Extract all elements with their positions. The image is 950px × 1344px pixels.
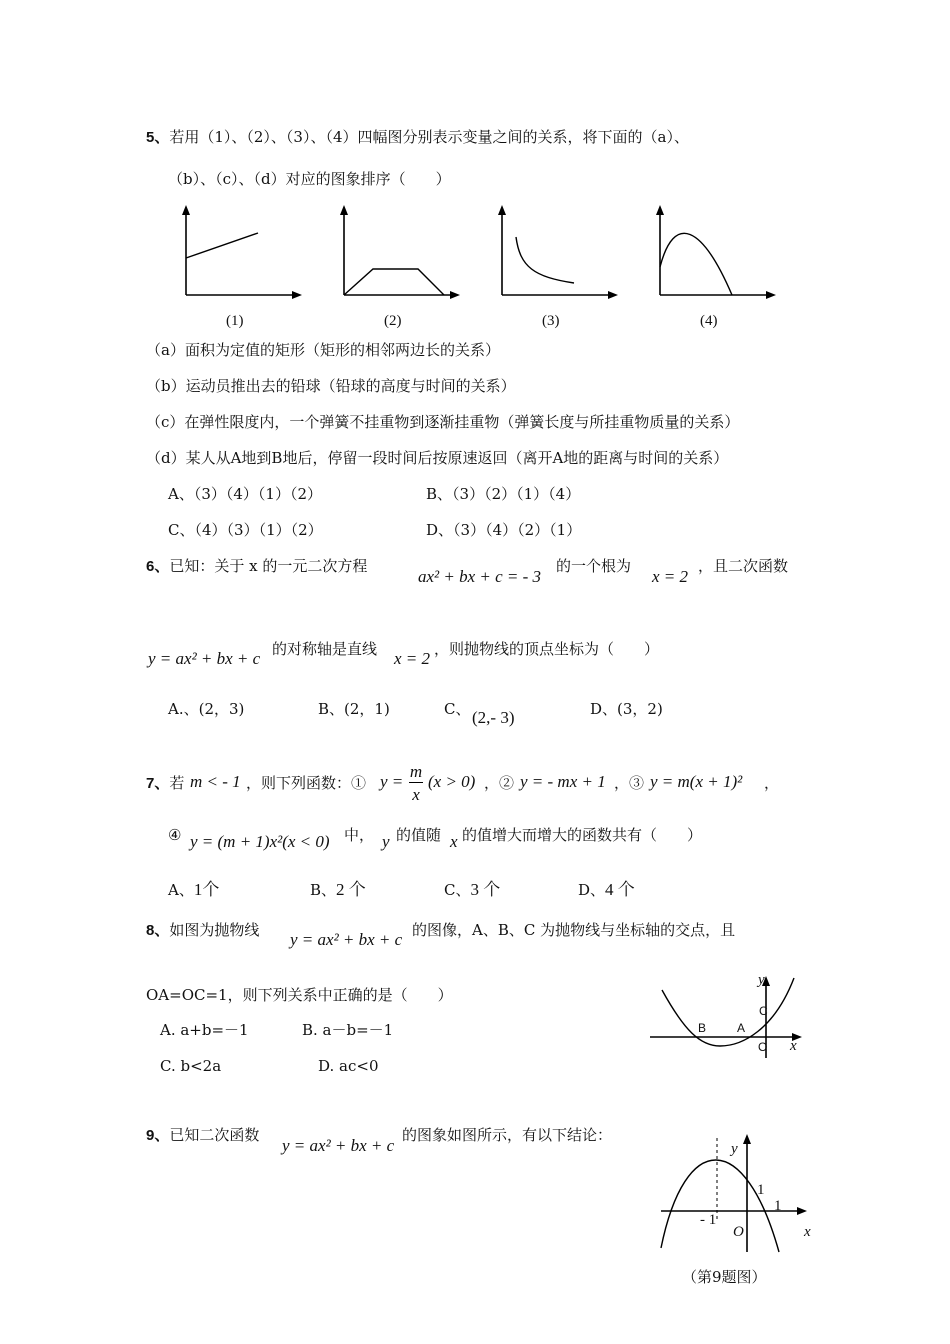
q6-function: y = ax² + bx + c (148, 649, 261, 668)
q7-option-b-value: 2 个 (336, 880, 366, 899)
q7-text3: ，② (484, 774, 515, 792)
q6-axis-line: x = 2 (394, 649, 431, 668)
q6-text1: 已知：关于 x 的一元二次方程 (169, 557, 368, 575)
q7-x-var: x (450, 832, 458, 851)
q7-option-b-label: B、 (310, 881, 337, 899)
q5-graph-label-2: (2) (384, 313, 402, 329)
q8-graph-point-a: A (737, 1021, 746, 1035)
q5-item-b: （b）运动员推出去的铅球（铅球的高度与时间的关系） (146, 377, 516, 395)
q8-graph-x-label: x (790, 1038, 797, 1054)
q8-graph-point-b: B (698, 1021, 707, 1035)
q5-option-c[interactable]: C、（4）（3）（1）（2） (168, 521, 323, 539)
q7-option-d-value: 4 个 (605, 880, 635, 899)
q9-graph-x-one: 1 (774, 1198, 782, 1214)
q9-graph-x-label: x (804, 1224, 811, 1240)
q7-option-a-value: 1个 (193, 880, 220, 899)
q8-option-a[interactable]: A. a+b=－1 (160, 1021, 249, 1039)
q7-option-a-label: A、 (168, 881, 194, 899)
q7-text2: ，则下列函数：① (246, 774, 367, 792)
q6-text5: ，则抛物线的顶点坐标为（ ） (434, 640, 660, 658)
q6-option-b[interactable]: B、(2，1) (318, 700, 390, 718)
q5-line1 (146, 128, 689, 147)
q6-option-c[interactable] (444, 700, 470, 718)
q8-text1: 如图为抛物线 (169, 921, 260, 939)
q7-f2: y = - mx + 1 (520, 772, 606, 791)
q7-option-c-value: 3 个 (470, 880, 501, 899)
q8-graph-origin: O (758, 1040, 768, 1054)
q7-option-c[interactable] (444, 881, 500, 899)
q8-option-d[interactable]: D. ac<0 (318, 1057, 379, 1075)
q6-number: 6、 (146, 558, 170, 575)
q7-option-b[interactable] (310, 881, 366, 899)
q7-text5: ， (764, 774, 780, 792)
q6-option-c-label: C、 (444, 700, 471, 718)
q5-option-d[interactable]: D、（3）（4）（2）（1） (426, 521, 582, 539)
q5-graph-3 (494, 205, 624, 305)
q9-number: 9、 (146, 1127, 170, 1144)
q9-graph-y-one: 1 (757, 1182, 765, 1198)
q9-text2: 的图象如图所示，有以下结论： (402, 1126, 613, 1144)
q7-text6: 中， (344, 826, 375, 844)
q9-text1: 已知二次函数 (169, 1126, 260, 1144)
q8-option-c[interactable]: C. b<2a (160, 1057, 222, 1075)
q7-f1-lhs: y = (380, 772, 404, 791)
q6-option-d[interactable]: D、(3，2) (590, 700, 663, 718)
q8-function: y = ax² + bx + c (290, 930, 403, 949)
q9-function: y = ax² + bx + c (282, 1136, 395, 1155)
q5-graph-label-4: (4) (700, 313, 718, 329)
q6-option-c-value: (2,- 3) (472, 708, 515, 727)
q9-graph-neg-one: - 1 (700, 1212, 717, 1228)
q5-line2: （b）、（c）、（d）对应的图象排序（ ） (168, 170, 451, 188)
q5-option-a[interactable]: A、（3）（4）（1）（2） (168, 485, 323, 503)
q5-graph-1 (178, 205, 308, 305)
q5-graph-label-3: (3) (542, 313, 560, 329)
q5-option-b[interactable]: B、（3）（2）（1）（4） (426, 485, 581, 503)
q6-option-a[interactable]: A.、(2，3) (168, 700, 245, 718)
q7-lead (146, 774, 184, 793)
q5-stem-1: 若用（1）、（2）、（3）、（4）四幅图分别表示变量之间的关系，将下面的（a）、 (169, 128, 689, 146)
q8-text2: 的图像，A、B、C 为抛物线与坐标轴的交点，且 (412, 921, 736, 939)
q9-figure-caption: （第9题图） (682, 1268, 767, 1286)
q7-option-c-label: C、 (444, 881, 471, 899)
q5-item-c: （c）在弹性限度内，一个弹簧不挂重物到逐渐挂重物（弹簧长度与所挂重物质量的关系） (146, 413, 740, 431)
q5-graph-4 (652, 205, 782, 305)
q7-if: 若 (169, 774, 185, 792)
q7-text4: ，③ (614, 774, 645, 792)
q7-option-d[interactable] (578, 881, 635, 899)
q7-f3: y = m(x + 1)² (650, 772, 743, 791)
q9-graph-y-label: y (731, 1141, 738, 1157)
q5-graph-2 (336, 205, 466, 305)
q6-text4: 的对称轴是直线 (272, 640, 378, 658)
q6-equation: ax² + bx + c = - 3 (418, 567, 542, 586)
q7-f1-denominator: x (412, 785, 420, 804)
q5-item-a: （a）面积为定值的矩形（矩形的相邻两边长的关系） (146, 341, 500, 359)
q8-graph-point-c: C (759, 1004, 768, 1018)
q5-number: 5、 (146, 129, 170, 146)
q7-f1-fraction-bar (409, 782, 423, 783)
q6-text3: ，且二次函数 (698, 557, 789, 575)
q8-graph-y-label: y (758, 972, 765, 988)
q5-item-d: （d）某人从A地到B地后，停留一段时间后按原速返回（离开A地的距离与时间的关系） (146, 449, 729, 467)
q8-text3: OA=OC=1，则下列关系中正确的是（ ） (146, 986, 453, 1004)
q7-option-a[interactable] (168, 881, 219, 899)
q7-circled-4: ④ (168, 826, 182, 844)
q8-lead (146, 921, 259, 940)
q7-f1-domain: (x > 0) (428, 772, 476, 791)
q7-f1-numerator: m (409, 762, 423, 781)
q7-text8: 的值增大而增大的函数共有（ ） (462, 826, 703, 844)
q8-number: 8、 (146, 922, 170, 939)
q7-number: 7、 (146, 775, 170, 792)
q7-condition: m < - 1 (190, 772, 241, 791)
q5-graph-label-1: (1) (226, 313, 244, 329)
q9-lead (146, 1126, 259, 1145)
q6-root: x = 2 (652, 567, 689, 586)
q8-parabola-graph (650, 970, 810, 1060)
q7-text7: 的值随 (396, 826, 442, 844)
q8-option-b[interactable]: B. a－b=－1 (302, 1021, 394, 1039)
q7-option-d-label: D、 (578, 881, 606, 899)
q6-line1 (146, 557, 367, 576)
q7-y-var: y (382, 832, 390, 851)
q6-text2: 的一个根为 (556, 557, 632, 575)
q7-f4: y = (m + 1)x²(x < 0) (190, 832, 330, 851)
q9-graph-origin: O (733, 1224, 744, 1240)
